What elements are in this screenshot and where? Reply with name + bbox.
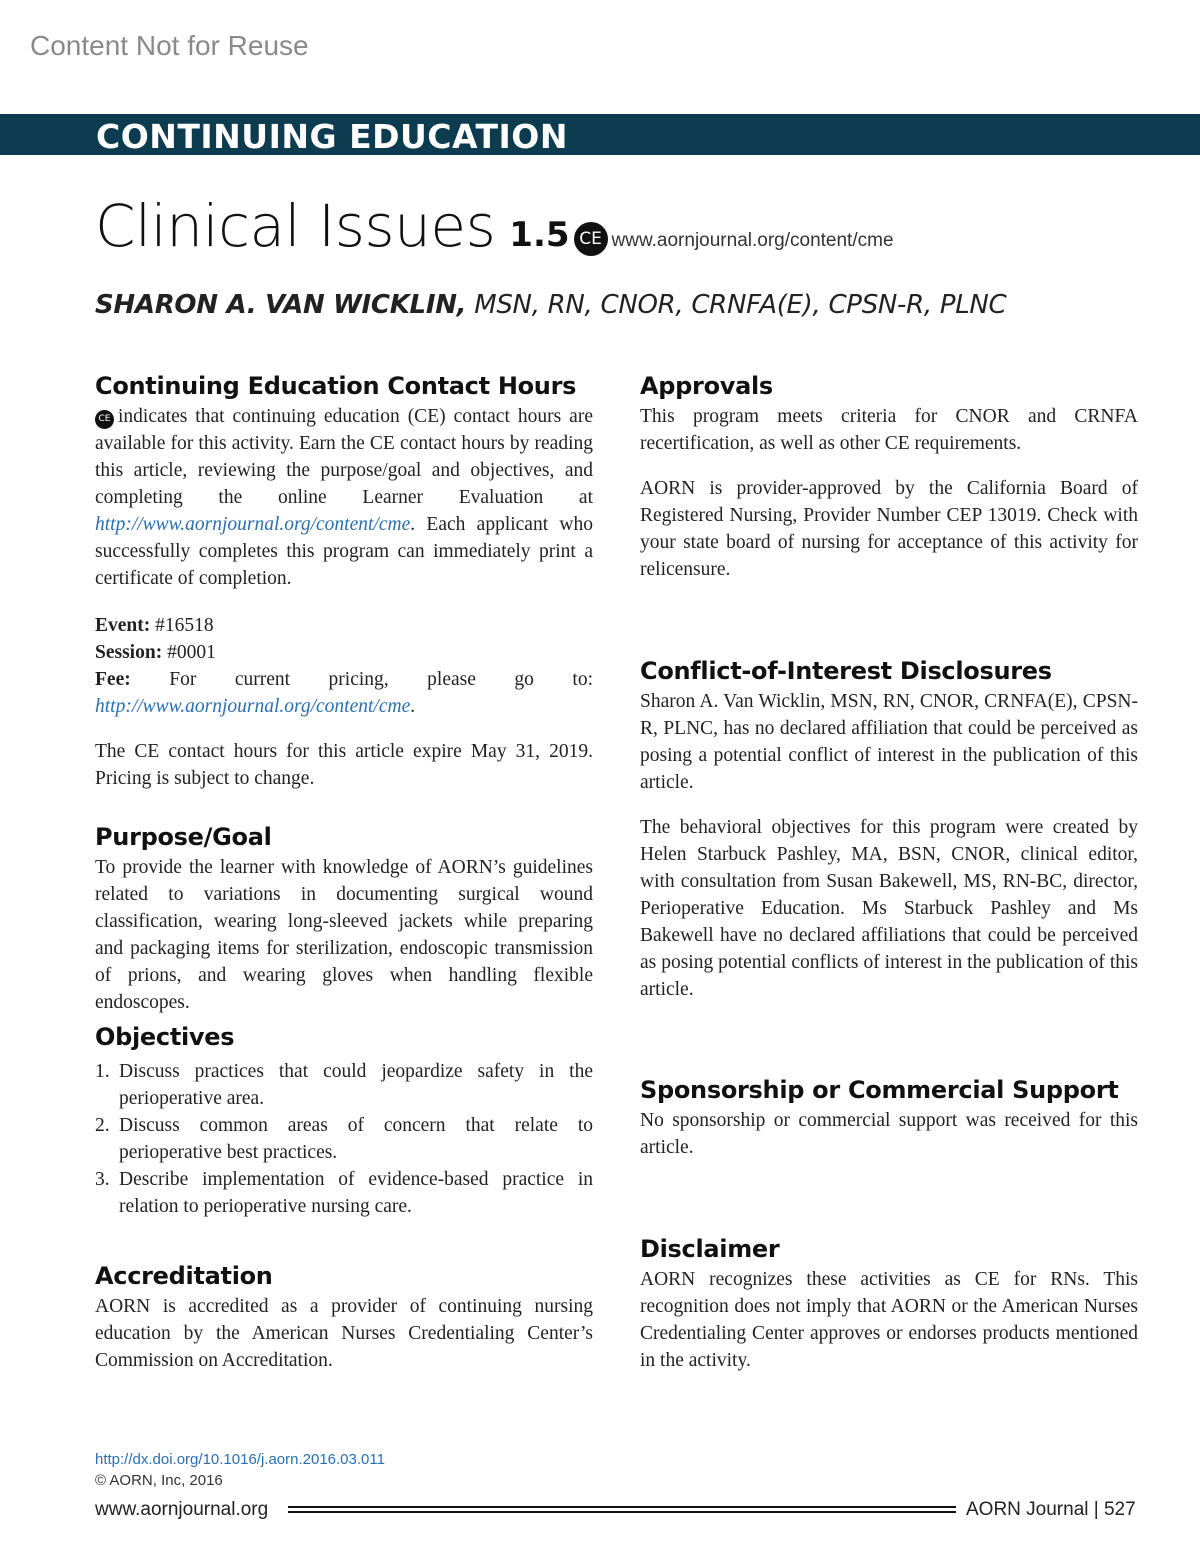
journal-page-number: AORN Journal | 527: [966, 1499, 1136, 1520]
purpose-text: To provide the learner with knowledge of AORN’s guidelines related to variations in documenting surgical wound classification, wearing long-sleeved jackets while preparing and packaging items for sterilization, endoscopic transmission of prions, and wearing gloves when handling flexible endoscopes.: [95, 857, 593, 1013]
ce-hours-section: [95, 371, 593, 792]
objective-text: Describe implementation of evidence-based practice in relation to perioperative nursing care.: [119, 1169, 593, 1217]
event-value: #16518: [155, 615, 214, 636]
fee-label: Fee:: [95, 669, 131, 690]
conflict-heading: Conflict-of-Interest Disclosures: [640, 657, 1052, 685]
objective-number: 2.: [95, 1115, 110, 1136]
ce-hours-text: indicates that continuing education (CE) contact hours are available for this activity. Earn the CE contact hours by reading this article, reviewing the purpose/goal and objectives, and completing the online Learner Evaluation at: [95, 406, 593, 508]
credit-hours: 1.5: [509, 215, 570, 255]
objective-item: [95, 1112, 593, 1166]
author-name: SHARON A. VAN WICKLIN,: [95, 290, 467, 320]
sponsorship-heading: Sponsorship or Commercial Support: [640, 1076, 1119, 1104]
doi-link[interactable]: http://dx.doi.org/10.1016/j.aorn.2016.03.011: [95, 1451, 385, 1468]
objective-text: Discuss common areas of concern that relate to perioperative best practices.: [119, 1115, 593, 1163]
disclaimer-text: AORN recognizes these activities as CE for RNs. This recognition does not imply that AORN or the American Nurses Credentialing Center approves or endorses products mentioned in the activity.: [640, 1269, 1138, 1371]
accreditation-text: AORN is accredited as a provider of continuing nursing education by the American Nurses Credentialing Center’s Commission on Accreditation.: [95, 1296, 593, 1371]
article-title-row: [95, 192, 894, 262]
section-banner: [0, 114, 1200, 155]
ce-badge-icon: CE: [95, 410, 114, 429]
accreditation-heading: Accreditation: [95, 1262, 273, 1290]
objectives-section: [95, 1022, 593, 1220]
disclaimer-heading: Disclaimer: [640, 1235, 780, 1263]
session-line: [95, 639, 593, 666]
site-url[interactable]: www.aornjournal.org: [95, 1499, 269, 1520]
conflict-text-1: Sharon A. Van Wicklin, MSN, RN, CNOR, CRNFA(E), CPSN-R, PLNC, has no declared affiliation that could be perceived as posing a potential conflict of interest in the publication of this article.: [640, 691, 1138, 793]
objectives-list: [95, 1058, 593, 1220]
fee-link[interactable]: http://www.aornjournal.org/content/cme: [95, 696, 411, 717]
ce-badge-icon: CE: [574, 222, 608, 256]
accreditation-section: [95, 1261, 593, 1374]
event-line: [95, 612, 593, 639]
purpose-heading: Purpose/Goal: [95, 823, 272, 851]
objectives-heading: Objectives: [95, 1023, 235, 1051]
objective-item: [95, 1058, 593, 1112]
approvals-section: [640, 371, 1138, 583]
approvals-heading: Approvals: [640, 372, 773, 400]
author-line: [95, 290, 1006, 320]
article-title: Clinical Issues: [95, 192, 496, 260]
expire-text: The CE contact hours for this article expire May 31, 2019. Pricing is subject to change.: [95, 741, 593, 789]
conflict-section: [640, 656, 1138, 1003]
purpose-section: [95, 822, 593, 1016]
watermark-text: Content Not for Reuse: [30, 30, 309, 61]
learner-evaluation-link[interactable]: http://www.aornjournal.org/content/cme: [95, 514, 411, 535]
fee-text: For current pricing, please go to:: [169, 669, 593, 690]
banner-title: CONTINUING EDUCATION: [96, 117, 568, 156]
approvals-text-2: AORN is provider-approved by the California Board of Registered Nursing, Provider Number CEP 13019. Check with your state board of nursing for acceptance of this activity for relicensure.: [640, 478, 1138, 580]
approvals-text-1: This program meets criteria for CNOR and CRNFA recertification, as well as other CE requirements.: [640, 406, 1138, 454]
ce-hours-heading: Continuing Education Contact Hours: [95, 372, 577, 400]
ce-hours-text-end: . Each applicant who successfully completes this program can immediately print a certificate of completion.: [95, 514, 593, 589]
conflict-text-2: The behavioral objectives for this program were created by Helen Starbuck Pashley, MA, BSN, CNOR, clinical editor, with consultation from Susan Bakewell, MS, RN-BC, director, Perioperative Education. Ms Starbuck Pashley and Ms Bakewell have no declared affiliations that could be perceived as posing potential conflicts of interest in the publication of this article.: [640, 817, 1138, 1000]
objective-item: [95, 1166, 593, 1220]
author-credentials: MSN, RN, CNOR, CRNFA(E), CPSN-R, PLNC: [474, 290, 1007, 320]
ce-hours-paragraph: [95, 403, 593, 592]
ce-meta-block: [95, 612, 593, 720]
disclaimer-section: [640, 1234, 1138, 1374]
sponsorship-section: [640, 1075, 1138, 1161]
sponsorship-text: No sponsorship or commercial support was received for this article.: [640, 1110, 1138, 1158]
session-value: #0001: [167, 642, 216, 663]
objective-number: 1.: [95, 1061, 110, 1082]
fee-line: Fee: For current pricing, please go to: http://www.aornjournal.org/content/cme.: [95, 669, 593, 717]
session-label: Session:: [95, 642, 163, 663]
copyright-text: © AORN, Inc, 2016: [95, 1472, 223, 1489]
objective-number: 3.: [95, 1169, 110, 1190]
event-label: Event:: [95, 615, 151, 636]
cme-url-link[interactable]: www.aornjournal.org/content/cme: [611, 230, 894, 251]
objective-text: Discuss practices that could jeopardize safety in the perioperative area.: [119, 1061, 593, 1109]
footer-divider: [288, 1506, 956, 1518]
